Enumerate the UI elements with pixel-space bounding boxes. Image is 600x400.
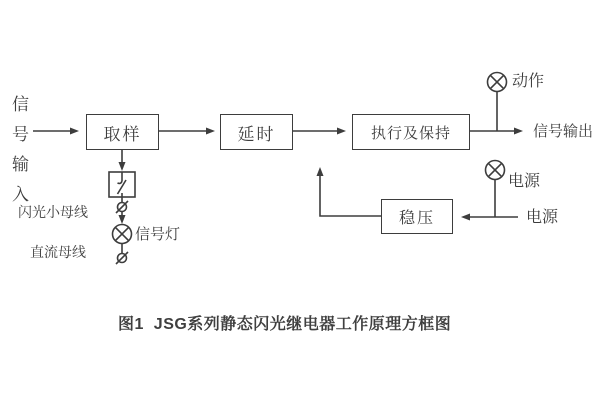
- flash-bus-label: 闪光小母线: [18, 204, 88, 220]
- block-delay: [220, 114, 293, 150]
- dc-bus-terminal-icon: [116, 244, 128, 265]
- feedback-connector: [317, 167, 382, 216]
- power-lamp-label: 电源: [508, 173, 541, 190]
- block-regulator-label: 稳压: [398, 210, 435, 227]
- block-execute-hold-label: 执行及保持: [370, 124, 451, 142]
- switch-contact-icon: [109, 172, 135, 197]
- action-label: 动作: [512, 73, 545, 90]
- power-lamp-icon: [486, 161, 505, 180]
- sampling-branch-connector: [119, 150, 126, 171]
- block-execute-hold: [352, 114, 470, 150]
- block-regulator: [381, 199, 453, 234]
- action-lamp-icon: [488, 73, 507, 132]
- signal-input-label: 信号输入: [9, 95, 28, 215]
- signal-lamp-label: 信号灯: [135, 226, 181, 243]
- dc-bus-label: 直流母线: [30, 244, 86, 260]
- figure-caption: 图1 JSG系列静态闪光继电器工作原理方框图: [118, 316, 452, 333]
- flash-bus-terminal-icon: [116, 197, 128, 213]
- power-source-label: 电源: [526, 209, 559, 226]
- block-delay-label: 延时: [237, 124, 276, 144]
- block-sampling: [86, 114, 159, 150]
- signal-lamp-icon: [113, 212, 132, 244]
- block-sampling-label: 取样: [103, 124, 142, 144]
- signal-output-label: 信号输出: [533, 123, 594, 140]
